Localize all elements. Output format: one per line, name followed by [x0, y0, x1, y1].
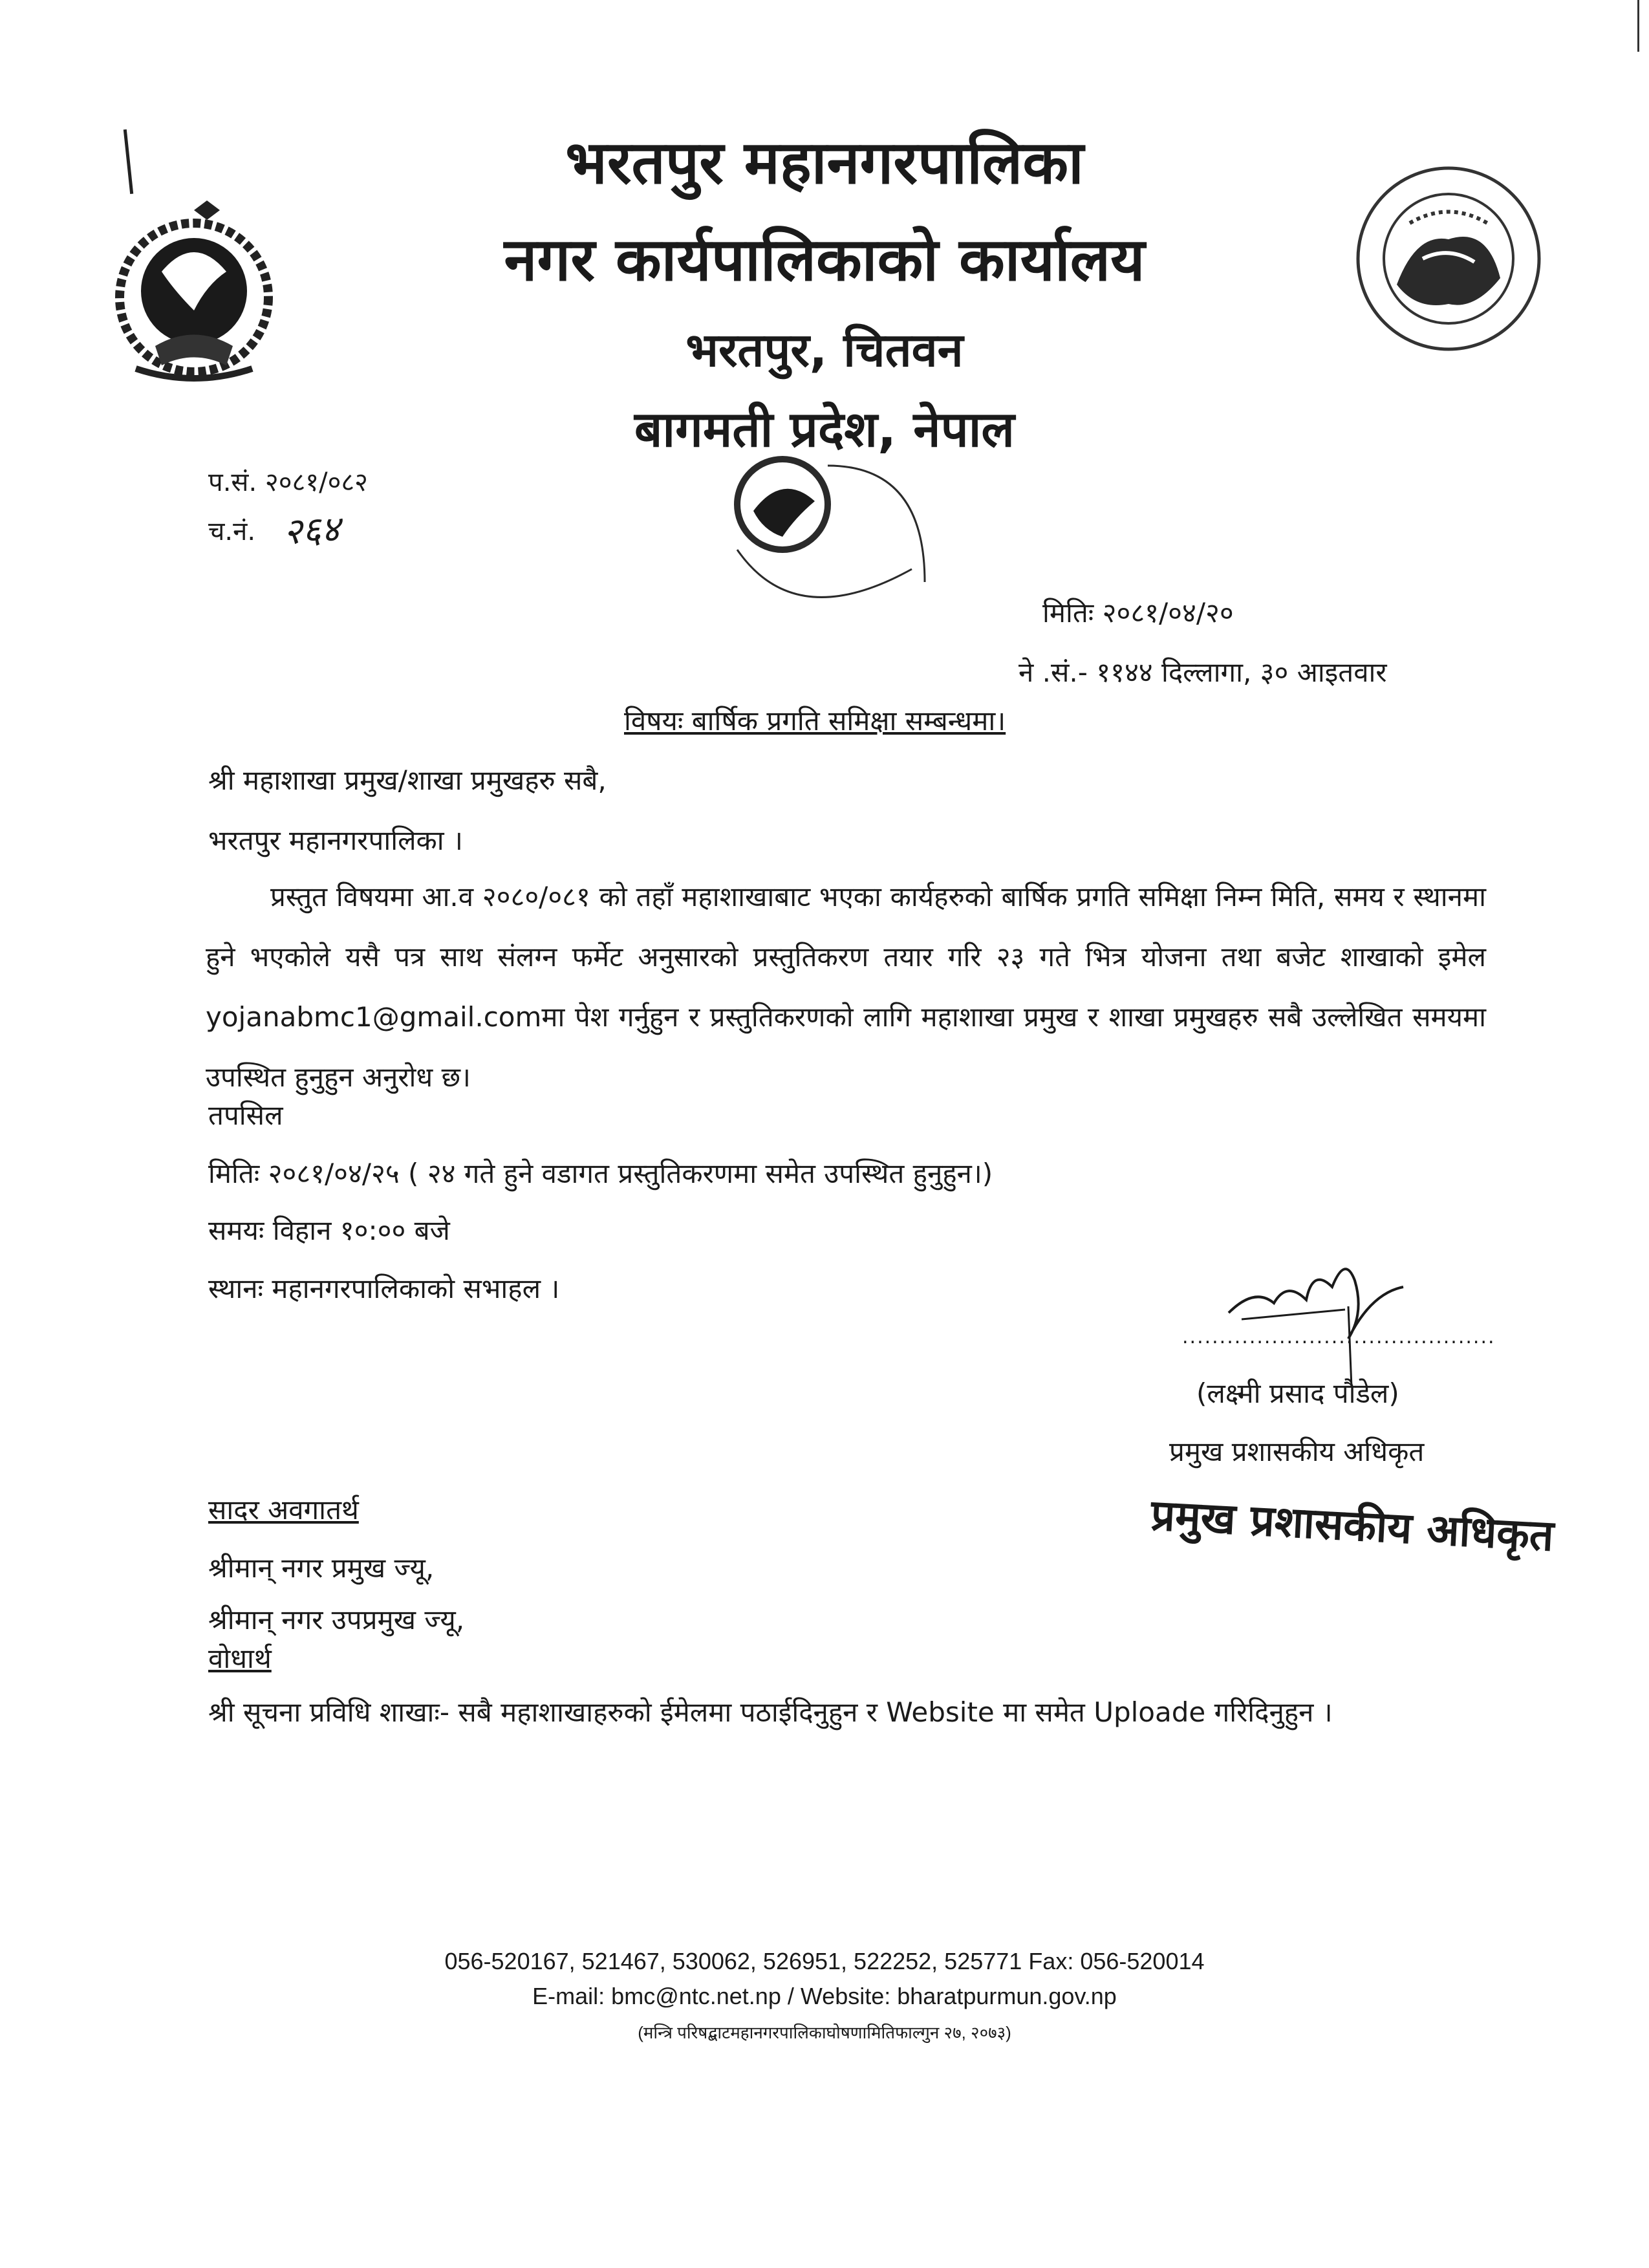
cc-line-2: श्रीमान् नगर उपप्रमुख ज्यू, — [208, 1604, 465, 1636]
handwritten-signature-icon — [1216, 1242, 1423, 1390]
chalani-number-handwritten: २६४ — [282, 508, 341, 554]
scan-edge-line-right — [1637, 0, 1639, 52]
designation-stamp: प्रमुख प्रशासकीय अधिकृत — [1149, 1490, 1555, 1561]
footer-note: (मन्त्रि परिषद्बाटमहानगरपालिकाघोषणामितिफाल्गुन २७, २०७३) — [638, 2023, 1011, 2042]
cc-line-1: श्रीमान् नगर प्रमुख ज्यू, — [208, 1552, 435, 1584]
bodhartha-heading: वोधार्थ — [208, 1643, 272, 1674]
footer-contact: E-mail: bmc@ntc.net.np / Website: bharatpurmun.gov.np — [532, 1983, 1117, 2009]
signatory-name: (लक्ष्मी प्रसाद पौडेल) — [1196, 1377, 1399, 1409]
meeting-place: स्थानः महानगरपालिकाको सभाहल । — [208, 1273, 560, 1304]
footer-phones: 056-520167, 521467, 530062, 526951, 522252, 525771 Fax: 056-520014 — [444, 1948, 1205, 1974]
recipient-line-1: श्री महाशाखा प्रमुख/शाखा प्रमुखहरु सबै, — [208, 764, 607, 796]
chalani-label: च.नं. — [208, 517, 256, 546]
recipient-line-2: भरतपुर महानगरपालिका । — [208, 825, 463, 856]
office-province: बागमती प्रदेश, नेपाल — [634, 400, 1015, 458]
cc-heading: सादर अवगातर्थ — [208, 1494, 359, 1526]
patra-sankhya: प.सं. २०८१/०८२ — [208, 468, 368, 497]
meeting-date: मितिः २०८१/०४/२५ ( २४ गते हुने वडागत प्रस्तुतिकरणमा समेत उपस्थित हुनुहुन।) — [208, 1158, 993, 1189]
tapasil-label: तपसिल — [208, 1099, 283, 1131]
office-seal-stamp-icon — [718, 440, 951, 647]
office-subtitle: नगर कार्यपालिकाको कार्यालय — [504, 225, 1145, 294]
signatory-designation: प्रमुख प्रशासकीय अधिकृत — [1169, 1436, 1425, 1467]
meeting-time: समयः विहान १०:०० बजे — [208, 1215, 450, 1246]
body-paragraph-block — [206, 867, 1486, 1107]
office-name: भरतपुर महानगरपालिका — [565, 128, 1084, 197]
date-nepal-sambat: ने .सं.- ११४४ दिल्लागा, ३० आइतवार — [1018, 656, 1387, 688]
date-miti: मितिः २०८१/०४/२० — [1042, 597, 1234, 629]
it-section-line: श्री सूचना प्रविधि शाखाः- सबै महाशाखाहरुको ईमेलमा पठाईदिनुहुन र Website मा समेत Uploade गरिदिनुहुन । — [208, 1696, 1333, 1728]
signature-dots: .......................................... — [1182, 1326, 1496, 1348]
office-city: भरतपुर, चितवन — [685, 323, 964, 377]
body-paragraph: प्रस्तुत विषयमा आ.व २०८०/०८१ को तहाँ महाशाखाबाट भएका कार्यहरुको बार्षिक प्रगति समिक्षा निम्न मिति, समय र स्थानमा हुने भएकोले यसै पत्र साथ संलग्न फर्मेट अनुसारको प्रस्तुतिकरण तयार गरि २३ गते भित्र योजना तथा बजेट शाखाको इमेल yojanabmc1@gmail.comमा पेश गर्नुहुन र प्रस्तुतिकरणको लागि महाशाखा प्रमुख र शाखा प्रमुखहरु सबै उल्लेखित समयमा उपस्थित हुनुहुन अनुरोध छ। — [206, 881, 1486, 1093]
letter-subject: विषयः बार्षिक प्रगति समिक्षा सम्बन्धमा। — [624, 705, 1006, 737]
